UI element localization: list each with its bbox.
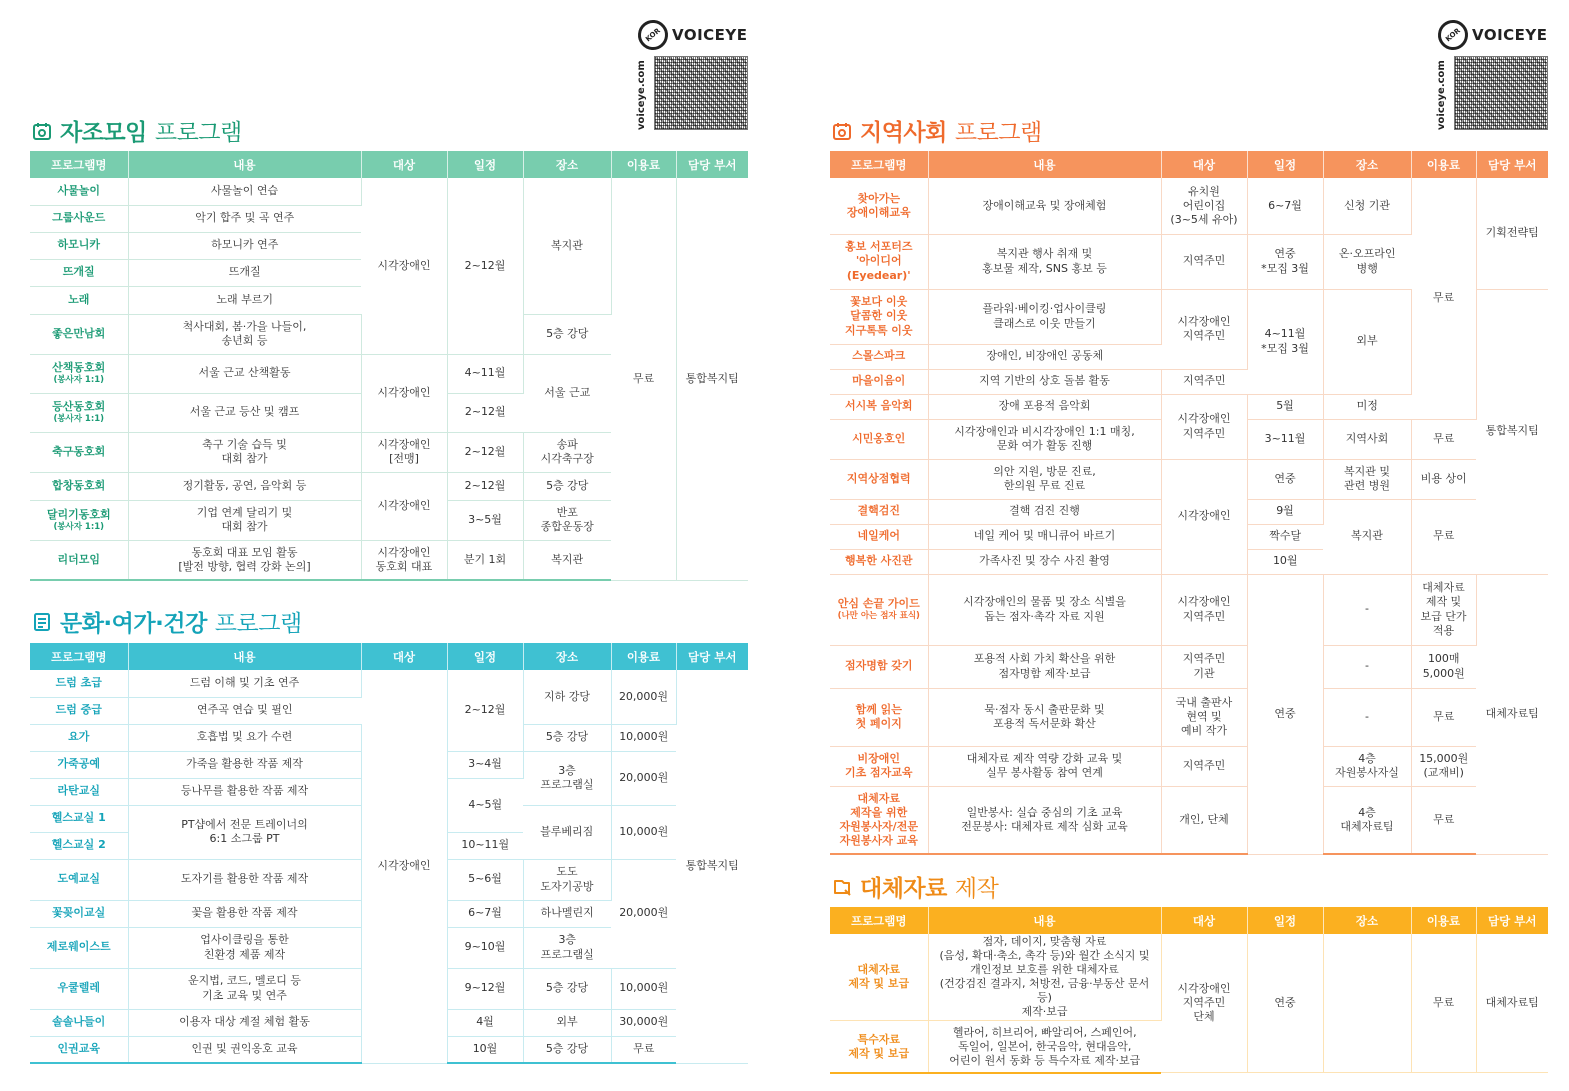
schedule-cell: 10~11월 [447,832,523,859]
target-cell: 시각장애인 동호회 대표 [361,540,447,580]
fee-cell: 무료 [1411,934,1476,1073]
place-cell: 5층 강당 [523,472,611,500]
fee-cell: 20,000원 [611,751,676,805]
alt-material-title-b: 제작 [954,876,999,902]
program-content: 사물놀이 연습 [128,178,361,205]
program-name: 마을이음이 [830,369,928,394]
program-name: 우쿨렐레 [30,968,128,1009]
program-content: 일반봉사: 실습 중심의 기초 교육 전문봉사: 대체자료 제작 심화 교육 [928,786,1161,854]
program-name: 결핵검진 [830,499,928,524]
voiceye-barcode-icon [1454,56,1548,130]
program-content: 호흡법 및 요가 수련 [128,724,361,751]
col-header: 대상 [1161,907,1247,934]
schedule-cell: 9~10월 [447,927,523,968]
program-name: 대체자료 제작을 위한 자원봉사자/전문 자원봉사자 교육 [830,786,928,854]
fee-cell: 무료 [1411,688,1476,746]
voiceye-barcode-icon [654,56,748,130]
alt-material-title-a: 대체자료 [860,876,947,902]
program-name: 드럼 중급 [30,697,128,724]
col-header: 일정 [447,151,523,178]
schedule-cell: 2~12월 [447,393,523,432]
target-cell: 시각장애인 지역주민 단체 [1161,934,1247,1073]
fee-cell: 무료 [1411,419,1476,459]
program-name: 가죽공예 [30,751,128,778]
place-cell: 지하 강당 [523,670,611,724]
program-content: 드럼 이해 및 기초 연주 [128,670,361,697]
fee-cell: 30,000원 [611,1009,676,1036]
program-name: 시민옹호인 [830,419,928,459]
schedule-cell: 10월 [447,1036,523,1063]
program-content: 악기 합주 및 곡 연주 [128,205,361,232]
col-header: 담당 부서 [676,643,748,670]
target-cell: 지역주민 기관 [1161,645,1247,688]
program-content: PT샵에서 전문 트레이너의 6:1 소그룹 PT [128,805,361,859]
fee-cell: 10,000원 [611,724,676,751]
kor-badge-icon: KOR [632,14,674,56]
culture-table [30,643,748,1064]
program-name: 홍보 서포터즈 '아이디어 (Eyedear)' [830,234,928,289]
kor-badge-icon: KOR [1432,14,1474,56]
place-cell: 복지관 [523,178,611,314]
dept-cell: 통합복지팀 [676,670,748,1063]
voiceye-brand: VOICEYE [672,26,748,44]
place-cell: 서울 근교 [523,354,611,432]
program-content: 시각장애인과 비시각장애인 1:1 매칭, 문화 여가 활동 진행 [928,419,1161,459]
self-help-title-a: 자조모임 [60,120,147,146]
col-header: 일정 [1247,151,1323,178]
col-header: 프로그램명 [30,643,128,670]
program-content: 의안 지원, 방문 진료, 한의원 무료 진료 [928,459,1161,499]
calendar-icon [832,121,852,141]
target-cell: 개인, 단체 [1161,786,1247,854]
col-header: 장소 [1323,151,1411,178]
col-header: 담당 부서 [1476,907,1548,934]
place-cell: 미정 [1323,394,1411,419]
program-name: 행복한 사진관 [830,549,928,574]
schedule-cell: 9월 [1247,499,1323,524]
self-help-title [32,114,242,147]
program-content: 헬라어, 히브리어, 빠알리어, 스페인어, 독일어, 일본어, 한국음악, 현대음악, 어린이 원서 동화 등 특수자료 제작·보급 [928,1021,1161,1073]
document-icon [32,612,52,632]
place-cell: 5층 강당 [523,1036,611,1063]
program-content: 시각장애인의 물품 및 장소 식별을 돕는 점자·촉각 자료 지원 [928,574,1161,645]
place-cell: 하나멜린지 [523,900,611,927]
program-name: 인권교육 [30,1036,128,1063]
program-content: 기업 연계 달리기 및 대회 참가 [128,500,361,540]
fee-cell: 20,000원 [611,859,676,968]
fee-cell: 무료 [611,1036,676,1063]
program-name: 서시복 음악회 [830,394,928,419]
calendar-icon [32,121,52,141]
place-cell: 4층 자원봉사자실 [1323,746,1411,786]
self-help-table [30,151,748,581]
schedule-cell: 6~7월 [1247,178,1323,234]
place-cell: 온·오프라인 병행 [1323,234,1411,289]
fee-cell: 무료 [1411,499,1476,574]
program-name: 지역상점협력 [830,459,928,499]
col-header: 담당 부서 [676,151,748,178]
col-header: 장소 [1323,907,1411,934]
folder-icon [832,877,852,897]
target-cell: 유치원 어린이집 (3~5세 유아) [1161,178,1247,234]
col-header: 내용 [928,151,1161,178]
community-title-b: 프로그램 [954,120,1042,146]
col-header: 대상 [361,151,447,178]
program-name: 비장애인 기초 점자교육 [830,746,928,786]
col-header: 이용료 [1411,151,1476,178]
dept-cell: 통합복지팀 [676,178,748,580]
program-name: 사물놀이 [30,178,128,205]
program-content: 등나무를 활용한 작품 제작 [128,778,361,805]
schedule-cell: 4~11월 [447,354,523,393]
program-name: 솔솔나들이 [30,1009,128,1036]
program-name: 도예교실 [30,859,128,900]
program-content: 연주곡 연습 및 필인 [128,697,361,724]
target-cell: 국내 출판사 현역 및 예비 작가 [1161,688,1247,746]
community-title [832,114,1042,147]
dept-cell: 대체자료팀 [1476,574,1548,854]
program-name: 라탄교실 [30,778,128,805]
program-name: 등산동호회 (봉사자 1:1) [30,393,128,432]
program-content: 묵·점자 동시 출판문화 및 포용적 독서문화 확산 [928,688,1161,746]
program-content: 도자기를 활용한 작품 제작 [128,859,361,900]
program-content: 장애 포용적 음악회 [928,394,1161,419]
schedule-cell: 3~11월 [1247,419,1323,459]
program-content: 점자, 데이지, 맞춤형 자료 (음성, 확대·축소, 촉각 등)와 월간 소식지 및 개인정보 보호를 위한 대체자료 (건강검진 결과지, 처방전, 금융·부동산 문서 등) 제작·보급 [928,934,1161,1021]
program-content: 이용자 대상 계절 체험 활동 [128,1009,361,1036]
col-header: 일정 [1247,907,1323,934]
schedule-cell: 3~5월 [447,500,523,540]
voiceye-code-left [638,20,750,130]
schedule-cell: 9~12월 [447,968,523,1009]
schedule-cell: 2~12월 [447,432,523,472]
culture-title-a: 문화·여가·건강 [60,611,207,637]
schedule-cell: 2~12월 [447,472,523,500]
program-name: 헬스교실 1 [30,805,128,832]
place-cell: 외부 [1323,289,1411,394]
program-name: 하모니카 [30,232,128,259]
place-cell: 신청 기관 [1323,178,1411,234]
self-help-title-b: 프로그램 [154,120,242,146]
program-name: 스몰스파크 [830,344,928,369]
program-content: 결핵 검진 진행 [928,499,1161,524]
target-cell: 지역주민 [1161,369,1247,394]
alt-material-table [830,907,1548,1074]
program-content: 대체자료 제작 역량 강화 교육 및 실무 봉사활동 참여 연계 [928,746,1161,786]
place-cell: - [1323,688,1411,746]
col-header: 장소 [523,151,611,178]
fee-cell: 무료 [1411,178,1476,419]
program-name: 헬스교실 2 [30,832,128,859]
place-cell: 4층 대체자료팀 [1323,786,1411,854]
target-cell: 시각장애인 [361,178,447,354]
schedule-cell: 연중 [1247,574,1323,854]
program-content: 인권 및 권익옹호 교육 [128,1036,361,1063]
schedule-cell: 5~6월 [447,859,523,900]
voiceye-site: voiceye.com [1436,60,1447,130]
voiceye-code-right [1438,20,1550,130]
program-content: 업사이클링을 통한 친환경 제품 제작 [128,927,361,968]
program-content: 복지관 행사 취재 및 홍보물 제작, SNS 홍보 등 [928,234,1161,289]
culture-title [32,605,302,638]
target-cell: 시각장애인 지역주민 [1161,574,1247,645]
col-header: 내용 [128,151,361,178]
place-cell: 블루베리짐 [523,805,611,859]
schedule-cell: 10월 [1247,549,1323,574]
program-name: 드럼 초급 [30,670,128,697]
place-cell: - [1323,574,1411,645]
schedule-cell: 4월 [447,1009,523,1036]
fee-cell: 15,000원 (교재비) [1411,746,1476,786]
schedule-cell: 4~5월 [447,778,523,832]
place-cell: 송파 시각축구장 [523,432,611,472]
place-cell: - [1323,645,1411,688]
target-cell: 시각장애인 [361,670,447,1063]
fee-cell: 대체자료 제작 및 보급 단가 적용 [1411,574,1476,645]
col-header: 일정 [447,643,523,670]
schedule-cell: 연중 [1247,459,1323,499]
program-content: 가족사진 및 장수 사진 촬영 [928,549,1161,574]
program-name: 요가 [30,724,128,751]
program-name: 대체자료 제작 및 보급 [830,934,928,1021]
col-header: 프로그램명 [830,151,928,178]
program-content: 장애이해교육 및 장애체험 [928,178,1161,234]
program-content: 가죽을 활용한 작품 제작 [128,751,361,778]
program-content: 지역 기반의 상호 돌봄 활동 [928,369,1161,394]
schedule-cell: 3~4월 [447,751,523,778]
program-name: 뜨개질 [30,259,128,286]
program-content: 포용적 사회 가치 확산을 위한 점자명함 제작·보급 [928,645,1161,688]
place-cell: 5층 강당 [523,314,611,354]
program-content: 뜨개질 [128,259,361,286]
culture-title-b: 프로그램 [214,611,302,637]
community-table [830,151,1548,855]
program-name: 찾아가는 장애이해교육 [830,178,928,234]
target-cell: 시각장애인 지역주민 [1161,394,1247,459]
fee-cell: 10,000원 [611,968,676,1009]
place-cell: 복지관 및 관련 병원 [1323,459,1411,499]
target-cell: 시각장애인 [1161,459,1247,574]
col-header: 대상 [1161,151,1247,178]
program-content: 서울 근교 등산 및 캠프 [128,393,361,432]
program-content: 네일 케어 및 매니큐어 바르기 [928,524,1161,549]
program-name: 함께 읽는 첫 페이지 [830,688,928,746]
dept-cell: 대체자료팀 [1476,934,1548,1073]
schedule-cell: 분기 1회 [447,540,523,580]
col-header: 내용 [128,643,361,670]
place-cell: 3층 프로그램실 [523,927,611,968]
col-header: 장소 [523,643,611,670]
fee-cell: 무료 [611,178,676,580]
place-cell: 외부 [523,1009,611,1036]
col-header: 이용료 [611,643,676,670]
place-cell [1323,934,1411,1073]
program-content: 축구 기술 습득 및 대회 참가 [128,432,361,472]
place-cell: 3층 프로그램실 [523,751,611,805]
program-content: 동호회 대표 모임 활동 [발전 방향, 협력 강화 논의] [128,540,361,580]
voiceye-site: voiceye.com [636,60,647,130]
place-cell: 복지관 [1323,499,1411,574]
program-name: 산책동호회 (봉사자 1:1) [30,354,128,393]
program-name: 좋은만남회 [30,314,128,354]
program-content: 척사대회, 봄·가을 나들이, 송년회 등 [128,314,361,354]
place-cell: 5층 강당 [523,724,611,751]
program-name: 네일케어 [830,524,928,549]
target-cell: 지역주민 [1161,234,1247,289]
col-header: 대상 [361,643,447,670]
program-name: 축구동호회 [30,432,128,472]
voiceye-brand: VOICEYE [1472,26,1548,44]
col-header: 담당 부서 [1476,151,1548,178]
col-header: 이용료 [611,151,676,178]
place-cell: 복지관 [523,540,611,580]
target-cell: 시각장애인 [361,472,447,540]
dept-cell: 통합복지팀 [1476,289,1548,574]
program-name: 그룹사운드 [30,205,128,232]
program-content: 하모니카 연주 [128,232,361,259]
target-cell: 시각장애인 [전맹] [361,432,447,472]
place-cell: 도도 도자기공방 [523,859,611,900]
program-name: 꽃꽂이교실 [30,900,128,927]
fee-cell: 10,000원 [611,805,676,859]
schedule-cell: 6~7월 [447,900,523,927]
program-name: 노래 [30,286,128,314]
col-header: 프로그램명 [30,151,128,178]
place-cell: 5층 강당 [523,968,611,1009]
fee-cell: 20,000원 [611,670,676,724]
target-cell: 시각장애인 [361,354,447,432]
schedule-cell: 연중 *모집 3월 [1247,234,1323,289]
program-name: 특수자료 제작 및 보급 [830,1021,928,1073]
schedule-cell: 짝수달 [1247,524,1323,549]
col-header: 프로그램명 [830,907,928,934]
program-name: 리더모임 [30,540,128,580]
program-content: 장애인, 비장애인 공동체 [928,344,1161,369]
program-name: 안심 손끝 가이드 (나만 아는 점자 표식) [830,574,928,645]
place-cell: 반포 종합운동장 [523,500,611,540]
program-name: 제로웨이스트 [30,927,128,968]
target-cell: 시각장애인 지역주민 [1161,289,1247,369]
schedule-cell: 2~12월 [447,178,523,354]
col-header: 이용료 [1411,907,1476,934]
program-name: 달리기동호회 (봉사자 1:1) [30,500,128,540]
community-title-a: 지역사회 [860,120,947,146]
alt-material-title [832,870,998,903]
fee-cell: 비용 상이 [1411,459,1476,499]
fee-cell: 무료 [1411,786,1476,854]
dept-cell: 기획전략팀 [1476,178,1548,289]
col-header: 내용 [928,907,1161,934]
fee-cell: 100매 5,000원 [1411,645,1476,688]
program-name: 꽃보다 이웃 달콤한 이웃 지구톡톡 이웃 [830,289,928,344]
schedule-cell: 연중 [1247,934,1323,1073]
program-content: 정기활동, 공연, 음악회 등 [128,472,361,500]
program-content: 꽃을 활용한 작품 제작 [128,900,361,927]
voiceye-logo [638,20,748,50]
voiceye-logo [1438,20,1548,50]
program-content: 노래 부르기 [128,286,361,314]
place-cell: 지역사회 [1323,419,1411,459]
target-cell: 지역주민 [1161,746,1247,786]
program-content: 플라워·베이킹·업사이클링 클래스로 이웃 만들기 [928,289,1161,344]
schedule-cell: 2~12월 [447,670,523,751]
schedule-cell: 5월 [1247,394,1323,419]
program-name: 합창동호회 [30,472,128,500]
program-content: 운지법, 코드, 멜로디 등 기초 교육 및 연주 [128,968,361,1009]
schedule-cell: 4~11월 *모집 3월 [1247,289,1323,394]
program-name: 점자명함 갖기 [830,645,928,688]
program-content: 서울 근교 산책활동 [128,354,361,393]
